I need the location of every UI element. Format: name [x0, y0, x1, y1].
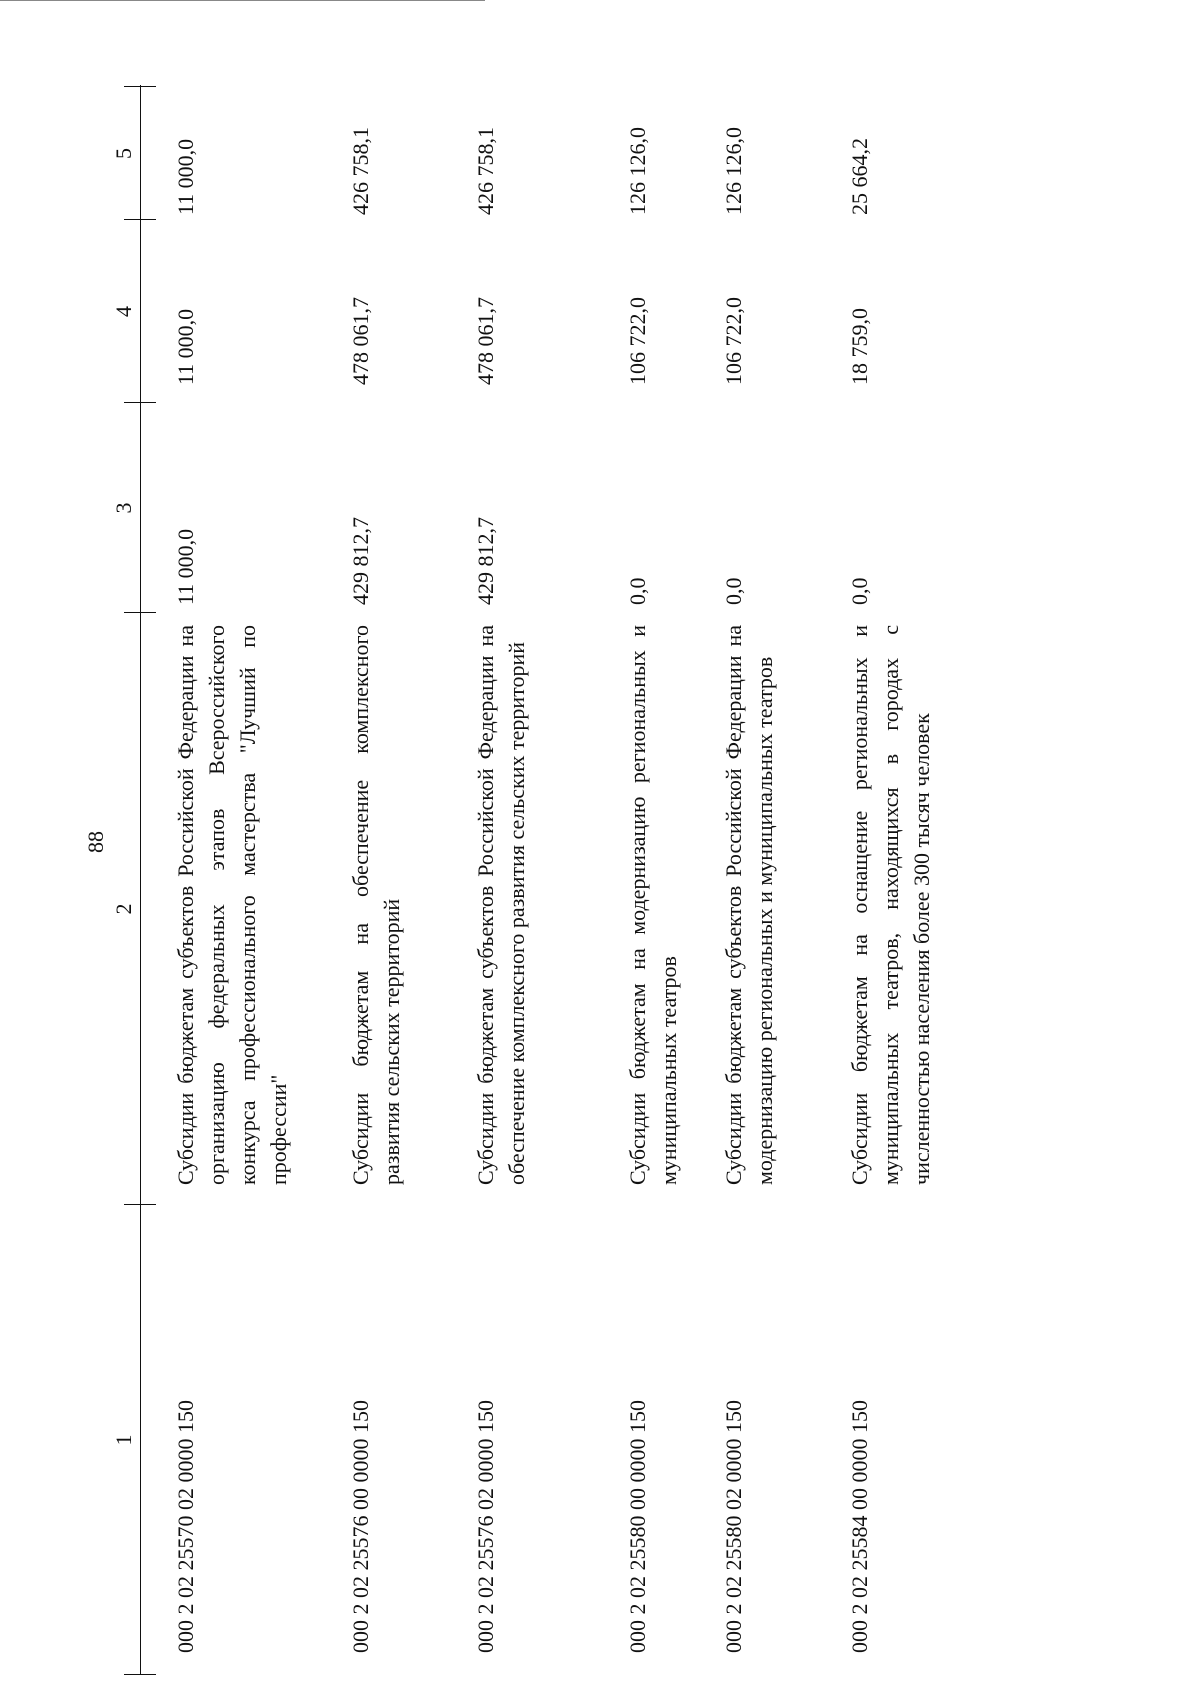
item-name: Субсидии бюджетам на модернизацию региональных и муниципальных театров	[625, 625, 681, 1185]
column-header-3: 3	[111, 502, 136, 514]
value-col4: 106 722,0	[625, 297, 650, 385]
budget-code: 000 2 02 25576 02 0000 150	[473, 1400, 498, 1653]
budget-code: 000 2 02 25576 00 0000 150	[348, 1400, 373, 1653]
value-col5: 126 126,0	[625, 127, 650, 215]
scan-edge-line	[0, 0, 485, 1]
value-col3: 429 812,7	[473, 517, 498, 605]
value-col3: 0,0	[721, 577, 746, 605]
value-col4: 11 000,0	[173, 308, 198, 385]
value-col3: 11 000,0	[173, 528, 198, 605]
value-col4: 18 759,0	[847, 308, 872, 385]
value-col5: 426 758,1	[473, 127, 498, 215]
value-col5: 426 758,1	[348, 127, 373, 215]
item-name: Субсидии бюджетам субъектов Российской Федерации на модернизацию региональных и муниципальных театров	[721, 625, 777, 1185]
value-col4: 478 061,7	[348, 297, 373, 385]
item-name: Субсидии бюджетам субъектов Российской Федерации на обеспечение комплексного развития сельских территорий	[473, 625, 529, 1185]
value-col5: 25 664,2	[847, 138, 872, 215]
value-col5: 126 126,0	[721, 127, 746, 215]
rotated-table-container	[111, 85, 1180, 1675]
item-name: Субсидии бюджетам на оснащение региональных и муниципальных театров, находящихся в городах с численностью населения более 300 тысяч человек	[847, 625, 934, 1185]
budget-code: 000 2 02 25584 00 0000 150	[847, 1400, 872, 1653]
value-col3: 0,0	[847, 577, 872, 605]
budget-code: 000 2 02 25580 00 0000 150	[625, 1400, 650, 1653]
value-col4: 106 722,0	[721, 297, 746, 385]
item-name: Субсидии бюджетам субъектов Российской Федерации на организацию федеральных этапов Всероссийского конкурса профессионального мастерства "Лучший по профессии"	[173, 625, 291, 1185]
column-header-2: 2	[111, 903, 136, 915]
value-col3: 0,0	[625, 577, 650, 605]
column-header-5: 5	[111, 148, 136, 159]
column-header-4: 4	[111, 306, 136, 317]
header-rule	[140, 85, 141, 1675]
budget-table	[111, 85, 1180, 1675]
page-number: 88	[83, 831, 108, 853]
value-col5: 11 000,0	[173, 138, 198, 215]
budget-code: 000 2 02 25580 02 0000 150	[721, 1400, 746, 1653]
column-header-1: 1	[111, 1434, 136, 1446]
value-col4: 478 061,7	[473, 297, 498, 385]
value-col3: 429 812,7	[348, 517, 373, 605]
item-name: Субсидии бюджетам на обеспечение комплексного развития сельских территорий	[348, 625, 404, 1185]
budget-code: 000 2 02 25570 02 0000 150	[173, 1400, 198, 1653]
